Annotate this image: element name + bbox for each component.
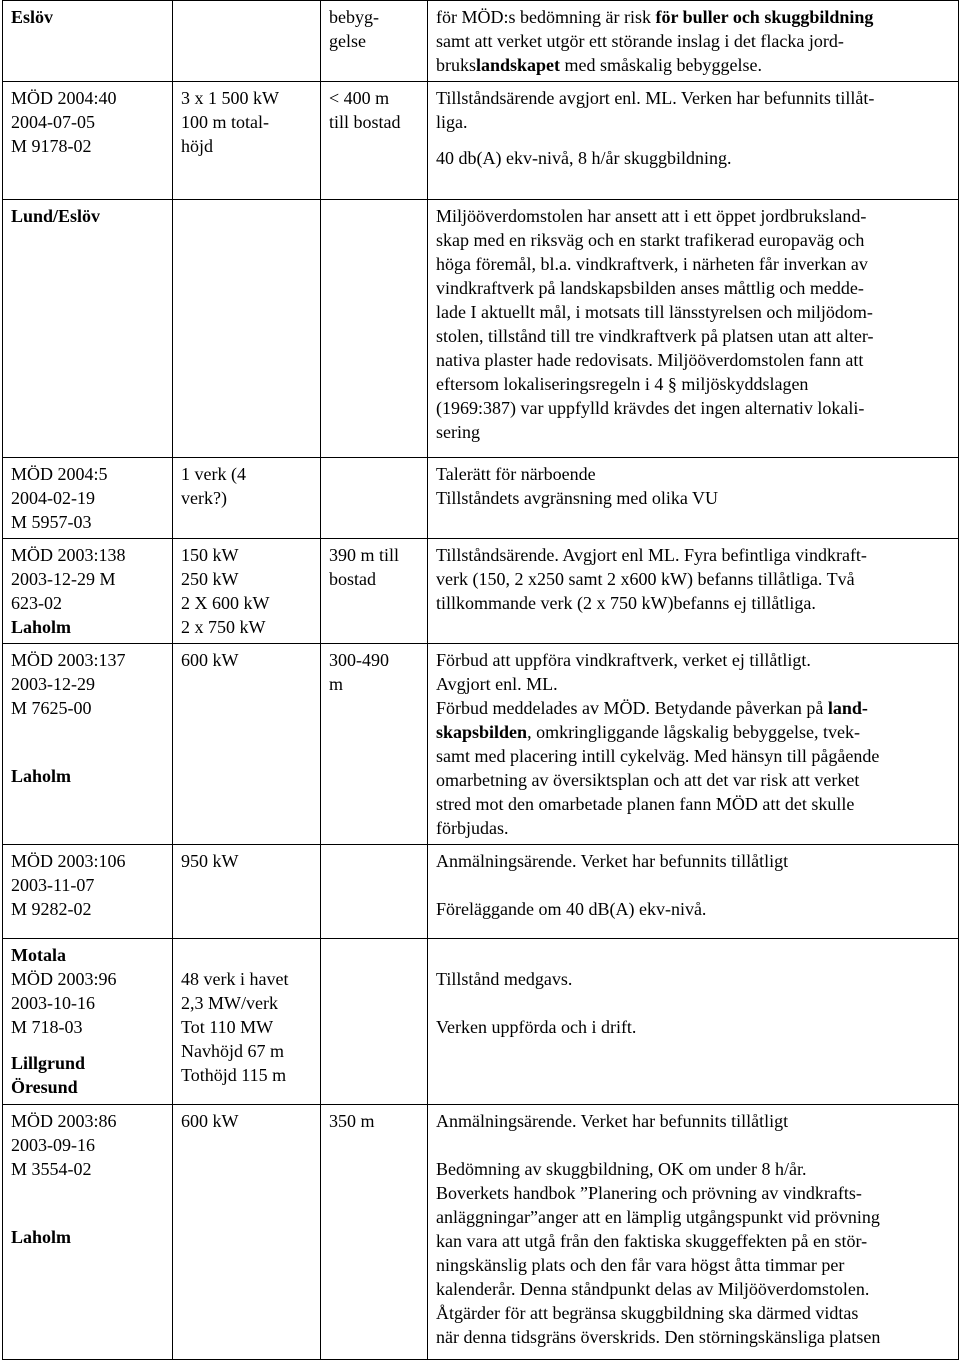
table-row: [3, 200, 959, 458]
location-cell: Lund/Eslöv: [3, 200, 173, 458]
ruling-cell: Miljööverdomstolen har ansett att i ett öppet jordbruksland- skap med en riksväg och en starkt trafikerad europaväg och höga föremål, bl.a. vindkraftverk, i närheten får inverkan av vindkraftverk på landskapsbilden anses måttlig och medde- lade I aktuellt mål, i motsats till länsstyrelsen och miljödom- stolen, tillstånd till tre vindkraftverk på platsen utan att alter- nativa plaster hade redovisats. Miljööverdomstolen fann att eftersom lokaliseringsregeln i 4 § miljöskyddslagen (1969:387) var uppfylld krävdes det ingen alternativ lokali- sering: [428, 200, 959, 458]
distance-cell: 350 m: [321, 1105, 428, 1360]
distance-cell: [321, 845, 428, 939]
distance-cell: 300-490 m: [321, 644, 428, 845]
capacity-cell: 3 x 1 500 kW 100 m total- höjd: [173, 82, 321, 200]
capacity-cell: 48 verk i havet 2,3 MW/verk Tot 110 MW Navhöjd 67 m Tothöjd 115 m: [173, 939, 321, 1105]
ruling-cell: för MÖD:s bedömning är risk för buller och skuggbildning samt att verket utgör ett störande inslag i det flacka jord- brukslandskapet med småskalig bebyggelse.: [428, 1, 959, 82]
table-row: [3, 82, 959, 200]
ruling-cell: Förbud att uppföra vindkraftverk, verket ej tillåtligt. Avgjort enl. ML. Förbud meddelades av MÖD. Betydande påverkan på land- skapsbilden, omkringliggande lågskalig bebyggelse, tvek- samt med placering intill cykelväg. Med hänsyn till pågående omarbetning av översiktsplan och att det var risk att verket stred mot den omarbetade planen fann MÖD att det skulle förbjudas.: [428, 644, 959, 845]
distance-cell: [321, 939, 428, 1105]
table-row: [3, 845, 959, 939]
distance-cell: [321, 458, 428, 539]
table-row: [3, 1, 959, 82]
distance-cell: < 400 m till bostad: [321, 82, 428, 200]
case-cell: MÖD 2004:40 2004-07-05 M 9178-02: [3, 82, 173, 200]
table-row: [3, 939, 959, 1105]
ruling-cell: Anmälningsärende. Verket har befunnits tillåtligt Bedömning av skuggbildning, OK om under 8 h/år. Boverkets handbok ”Planering och prövning av vindkrafts- anläggningar”anger att en lämplig utgångspunkt vid prövning kan vara att utgå från den faktiska skuggeffekten på en stör- ningskänslig plats och den får vara högst åtta timmar per kalenderår. Denna ståndpunkt delas av Miljööverdomstolen. Åtgärder för att begränsa skuggbildning ska därmed vidtas när denna tidsgräns överskrids. Den störningskänsliga platsen: [428, 1105, 959, 1360]
capacity-cell: 600 kW: [173, 1105, 321, 1360]
ruling-cell: Anmälningsärende. Verket har befunnits tillåtligt Föreläggande om 40 dB(A) ekv-nivå.: [428, 845, 959, 939]
case-cell: MÖD 2003:86 2003-09-16 M 3554-02 Laholm: [3, 1105, 173, 1360]
case-cell: MÖD 2004:5 2004-02-19 M 5957-03: [3, 458, 173, 539]
case-cell: MÖD 2003:137 2003-12-29 M 7625-00 Laholm: [3, 644, 173, 845]
capacity-cell: 950 kW: [173, 845, 321, 939]
capacity-cell: 600 kW: [173, 644, 321, 845]
table-row: [3, 1105, 959, 1360]
ruling-cell: Talerätt för närboende Tillståndets avgränsning med olika VU: [428, 458, 959, 539]
distance-cell: [321, 200, 428, 458]
ruling-cell: Tillståndsärende avgjort enl. ML. Verken har befunnits tillåt- liga. 40 db(A) ekv-nivå, 8 h/år skuggbildning.: [428, 82, 959, 200]
case-cell: Motala MÖD 2003:96 2003-10-16 M 718-03 Lillgrund Öresund: [3, 939, 173, 1105]
ruling-cell: Tillstånd medgavs. Verken uppförda och i drift.: [428, 939, 959, 1105]
distance-cell: 390 m till bostad: [321, 539, 428, 644]
capacity-cell: 1 verk (4 verk?): [173, 458, 321, 539]
table-row: [3, 458, 959, 539]
capacity-cell: 150 kW 250 kW 2 X 600 kW 2 x 750 kW: [173, 539, 321, 644]
capacity-cell: [173, 200, 321, 458]
capacity-cell: [173, 1, 321, 82]
distance-cell: bebyg- gelse: [321, 1, 428, 82]
table-row: [3, 539, 959, 644]
court-rulings-table: [2, 0, 959, 1360]
ruling-cell: Tillståndsärende. Avgjort enl ML. Fyra befintliga vindkraft- verk (150, 2 x250 samt 2 x600 kW) befanns tillåtliga. Två tillkommande verk (2 x 750 kW)befanns ej tillåtliga.: [428, 539, 959, 644]
table-row: [3, 644, 959, 845]
case-cell: MÖD 2003:106 2003-11-07 M 9282-02: [3, 845, 173, 939]
case-cell: MÖD 2003:138 2003-12-29 M 623-02 Laholm: [3, 539, 173, 644]
location-cell: Eslöv: [3, 1, 173, 82]
